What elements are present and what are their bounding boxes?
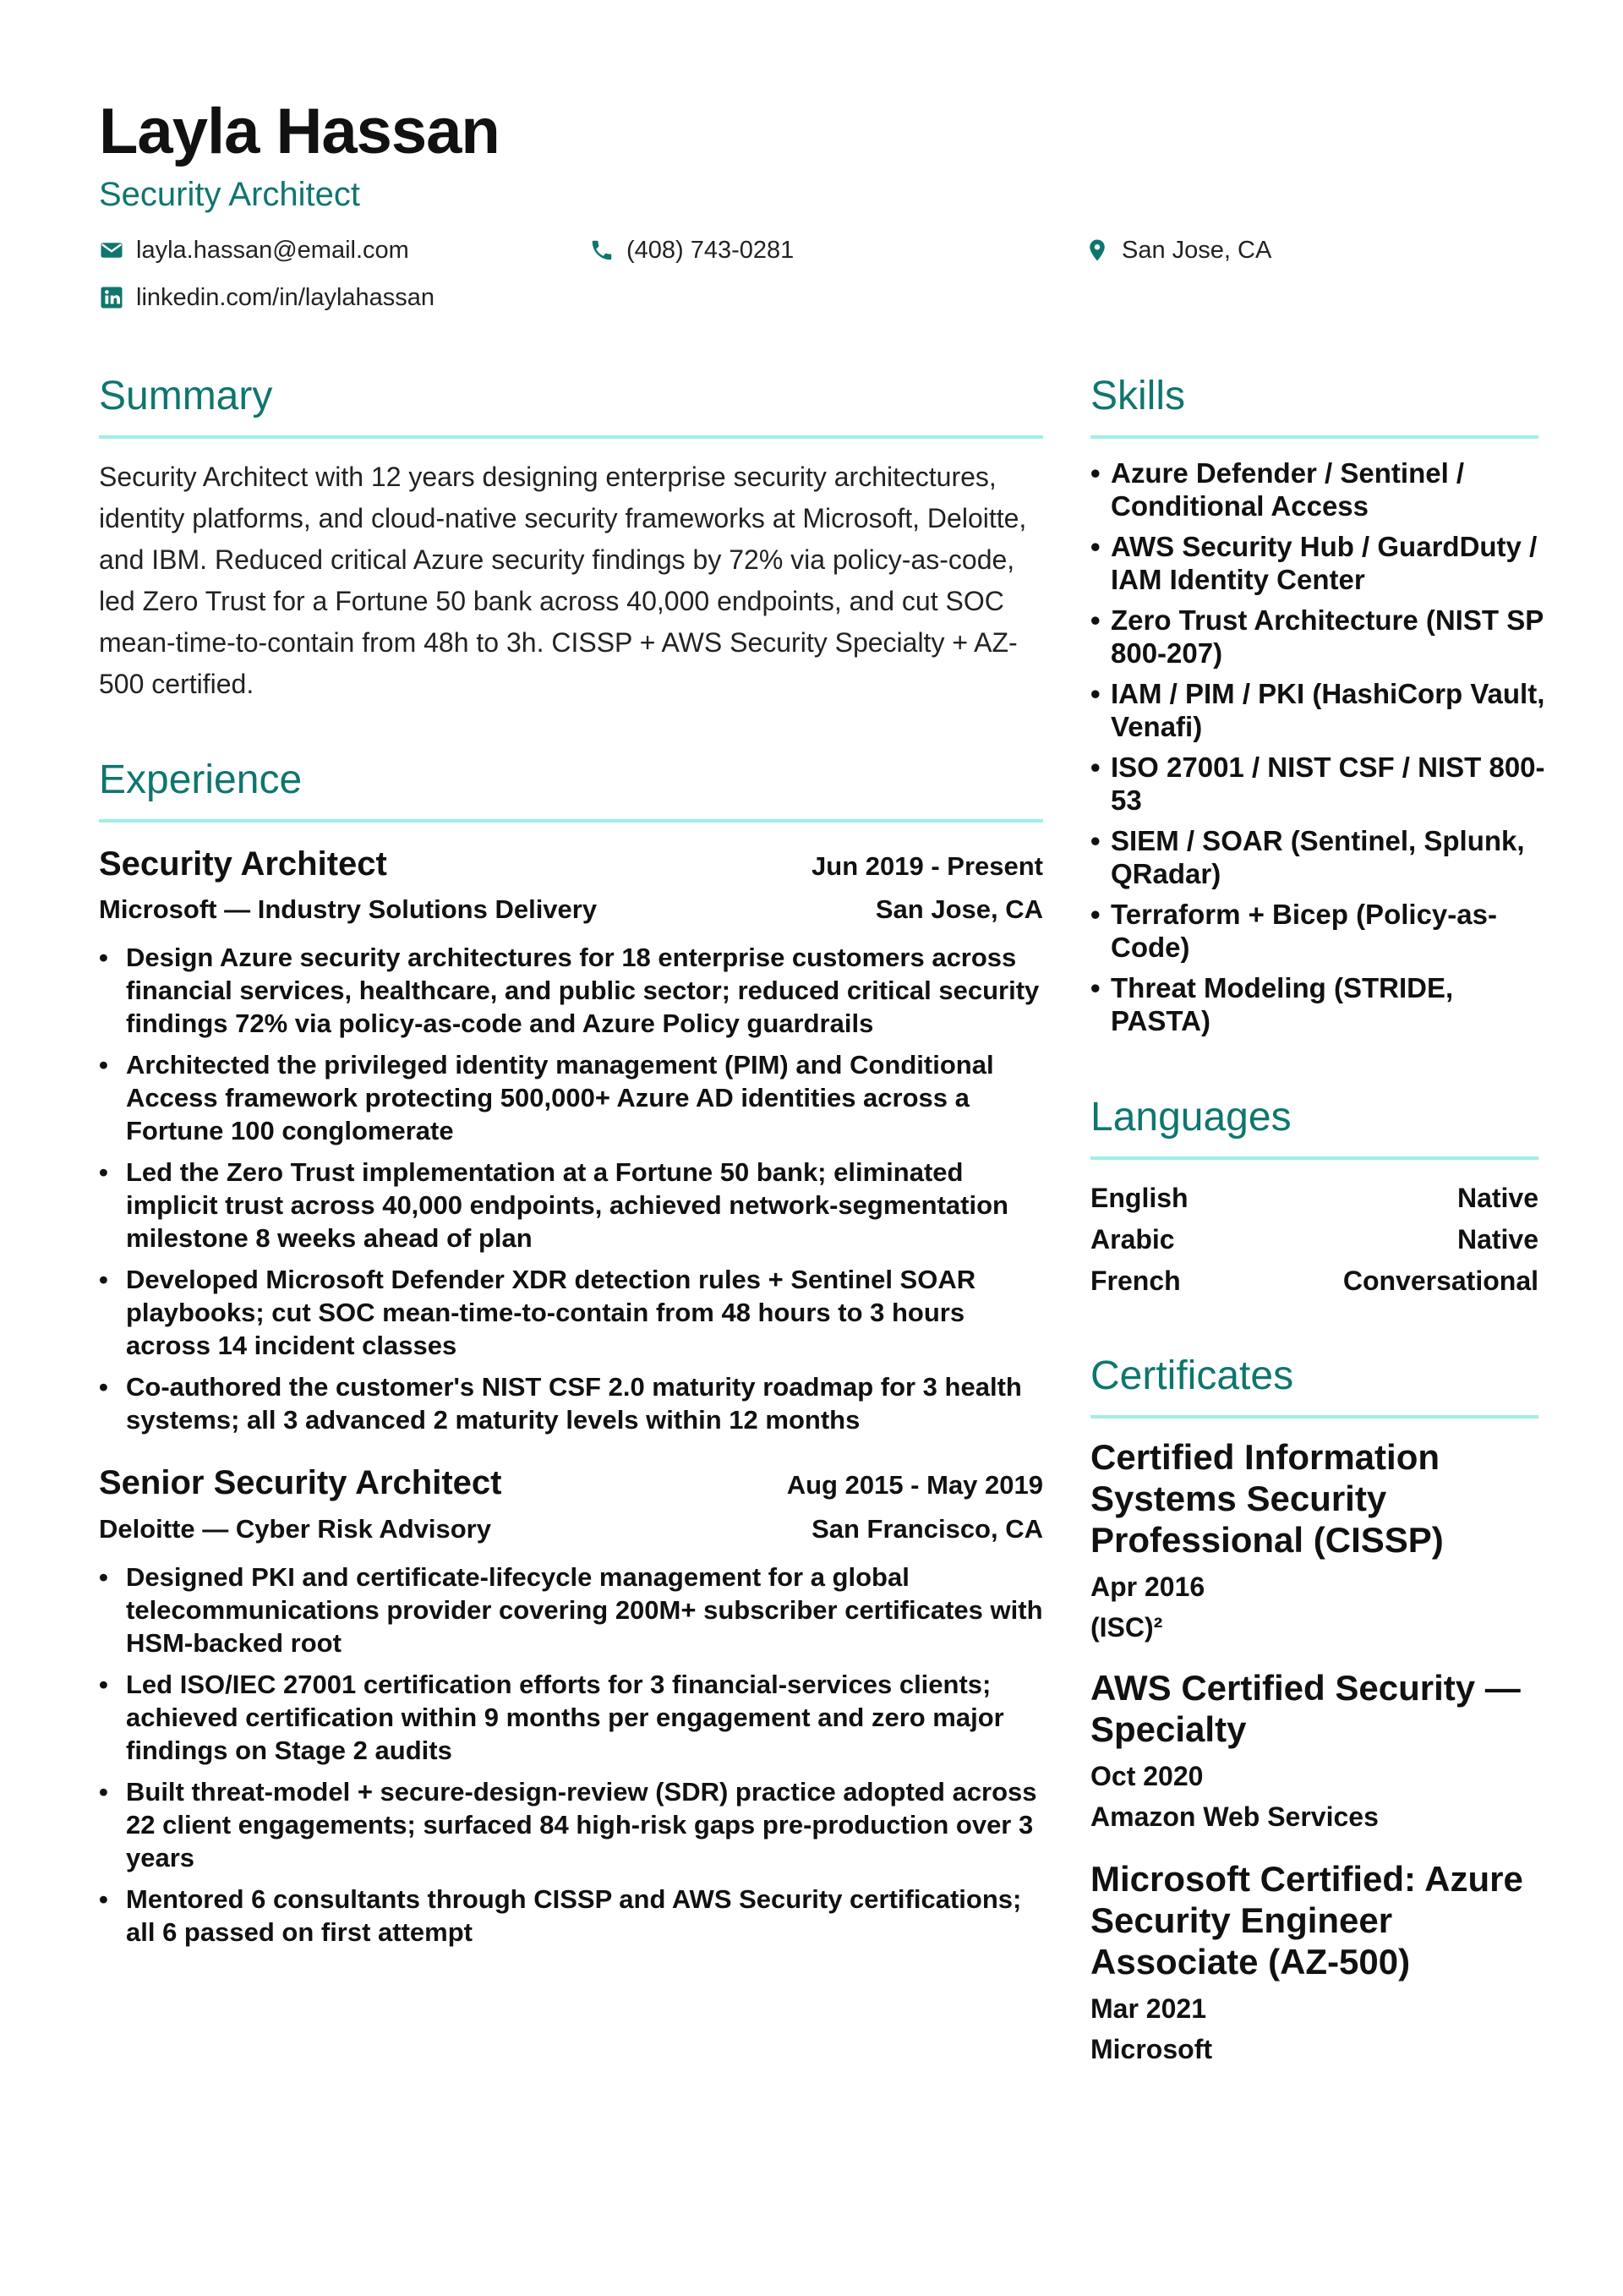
linkedin-icon (99, 285, 124, 310)
certificate-date: Oct 2020 (1090, 1761, 1204, 1791)
candidate-name: Layla Hassan (99, 96, 500, 167)
contact-linkedin[interactable] (99, 285, 434, 310)
job-dates: Aug 2015 - May 2019 (786, 1470, 1043, 1500)
job-location: San Jose, CA (875, 894, 1043, 924)
summary-heading: Summary (99, 374, 273, 418)
skill-item: • Zero Trust Architecture (NIST SP 800-207) (1090, 604, 1547, 670)
contact-phone[interactable] (589, 238, 794, 263)
list-item: • Developed Microsoft Defender XDR detection rules + Sentinel SOAR playbooks; cut SOC mean-time-to-contain from 48 hours to 3 hours across 14 incident classes (99, 1263, 1046, 1362)
phone-icon (589, 238, 615, 263)
skills-divider (1090, 435, 1538, 439)
languages-divider (1090, 1156, 1538, 1160)
phone-text: (408) 743-0281 (626, 236, 795, 264)
skills-list (1090, 456, 1547, 1045)
certificate-issuer: Amazon Web Services (1090, 1801, 1379, 1832)
candidate-title: Security Architect (99, 176, 361, 213)
contact-email[interactable] (99, 238, 409, 263)
certificate-item (1090, 1667, 1547, 1837)
list-item: • Architected the privileged identity management (PIM) and Conditional Access framework protecting 500,000+ Azure AD identities across a Fortune 100 conglomerate (99, 1048, 1046, 1147)
certificate-item (1090, 1858, 1547, 2069)
language-row (1090, 1178, 1538, 1219)
list-item: • Built threat-model + secure-design-review (SDR) practice adopted across 22 client engagements; surfaced 84 high-risk gaps pre-production over 3 years (99, 1775, 1046, 1874)
language-level: Native (1456, 1183, 1538, 1213)
list-item: • Co-authored the customer's NIST CSF 2.0 maturity roadmap for 3 health systems; all 3 advanced 2 maturity levels within 12 months (99, 1370, 1046, 1436)
languages-list (1090, 1178, 1538, 1302)
language-level: Conversational (1342, 1266, 1538, 1296)
email-text: layla.hassan@email.com (136, 236, 409, 264)
job-bullets (99, 1561, 1046, 1957)
job-dates: Jun 2019 - Present (812, 851, 1043, 881)
linkedin-text: linkedin.com/in/laylahassan (136, 283, 435, 311)
list-item: • Designed PKI and certificate-lifecycle management for a global telecommunications provider covering 200M+ subscriber certificates with HSM-backed root (99, 1561, 1046, 1659)
certificate-date: Apr 2016 (1090, 1572, 1205, 1602)
certificate-item (1090, 1436, 1547, 1648)
map-pin-icon (1085, 238, 1110, 263)
list-item: • Design Azure security architectures for 18 enterprise customers across financial services, healthcare, and public sector; reduced critical security findings 72% via policy-as-code and Azure Policy guardrails (99, 941, 1046, 1040)
skills-heading: Skills (1090, 374, 1186, 418)
certificate-name: Microsoft Certified: Azure Security Engineer Associate (AZ-500) (1090, 1859, 1523, 1982)
summary-text: Security Architect with 12 years designing enterprise security architectures, identity platforms, and cloud-native security frameworks at Microsoft, Deloitte, and IBM. Reduced critical Azure security findings by 72% via policy-as-code, led Zero Trust for a Fortune 50 bank across 40,000 endpoints, and cut SOC mean-time-to-contain from 48h to 3h. CISSP + AWS Security Specialty + AZ-500 certified. (99, 462, 1027, 699)
list-item: • Led ISO/IEC 27001 certification efforts for 3 financial-services clients; achieved certification within 9 months per engagement and zero major findings on Stage 2 audits (99, 1668, 1046, 1767)
skill-item: • IAM / PIM / PKI (HashiCorp Vault, Venafi) (1090, 677, 1547, 743)
language-row (1090, 1260, 1538, 1302)
certificate-name: Certified Information Systems Security Professional (CISSP) (1090, 1437, 1444, 1560)
certificates-heading: Certificates (1090, 1353, 1294, 1398)
job-title: Senior Security Architect (99, 1464, 502, 1501)
job-location: San Francisco, CA (812, 1514, 1043, 1544)
language-name: Arabic (1090, 1224, 1175, 1255)
job-org: Deloitte — Cyber Risk Advisory (99, 1514, 491, 1544)
skill-item: • AWS Security Hub / GuardDuty / IAM Identity Center (1090, 530, 1547, 596)
experience-divider (99, 819, 1043, 823)
certificate-issuer: (ISC)² (1090, 1612, 1163, 1643)
skill-item: • Threat Modeling (STRIDE, PASTA) (1090, 971, 1547, 1037)
contact-location (1085, 238, 1271, 263)
languages-heading: Languages (1090, 1095, 1292, 1140)
skill-item: • ISO 27001 / NIST CSF / NIST 800-53 (1090, 751, 1547, 817)
list-item: • Led the Zero Trust implementation at a Fortune 50 bank; eliminated implicit trust across 40,000 endpoints, achieved network-segmentation milestone 8 weeks ahead of plan (99, 1156, 1046, 1255)
summary-divider (99, 435, 1043, 439)
certificate-date: Mar 2021 (1090, 1993, 1206, 2024)
job-org: Microsoft — Industry Solutions Delivery (99, 894, 598, 924)
language-name: English (1090, 1183, 1189, 1213)
job-title: Security Architect (99, 845, 387, 883)
language-name: French (1090, 1266, 1181, 1296)
job-bullets (99, 941, 1046, 1445)
skill-item: • Terraform + Bicep (Policy-as-Code) (1090, 898, 1547, 964)
skill-item: • SIEM / SOAR (Sentinel, Splunk, QRadar) (1090, 824, 1547, 890)
certificate-issuer: Microsoft (1090, 2034, 1212, 2064)
certificates-divider (1090, 1415, 1538, 1419)
skill-item: • Azure Defender / Sentinel / Conditional Access (1090, 456, 1547, 522)
certificate-name: AWS Certified Security — Specialty (1090, 1668, 1521, 1749)
list-item: • Mentored 6 consultants through CISSP and AWS Security certifications; all 6 passed on first attempt (99, 1883, 1046, 1949)
location-text: San Jose, CA (1122, 236, 1272, 264)
experience-heading: Experience (99, 757, 303, 802)
language-level: Native (1456, 1224, 1538, 1255)
envelope-icon (99, 238, 124, 263)
language-row (1090, 1219, 1538, 1260)
